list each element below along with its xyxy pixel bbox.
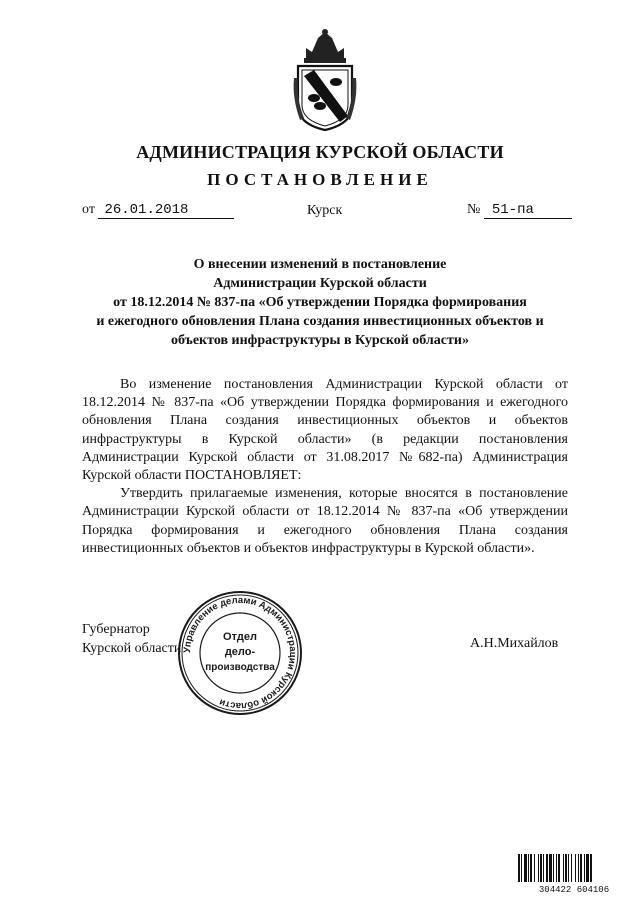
number-underline [484, 202, 572, 219]
position-line: Губернатор [82, 622, 150, 637]
stamp-line: производства [205, 662, 275, 673]
barcode [516, 852, 632, 894]
number-field [467, 202, 572, 219]
number-value: 51-па [491, 202, 534, 218]
document-subject [60, 255, 580, 350]
date-field [82, 202, 234, 219]
document-body [82, 376, 568, 558]
date-prefix: от [82, 202, 95, 217]
barcode-bars [518, 854, 592, 882]
document-type-heading: ПОСТАНОВЛЕНИЕ [207, 170, 433, 189]
city-label: Курск [307, 203, 343, 218]
signatory-position [82, 620, 181, 658]
stamp-line: Отдел [223, 631, 257, 643]
body-paragraph: Утвердить прилагаемые изменения, которые вносятся в постановление Администрации Курской области от 18.12.2014 № 837-па «Об утверждении Порядка формирования и ежегодного обновления Плана создания инвестиционных объектов и объектов инфраструктуры в Курской области». [82, 486, 568, 556]
coat-of-arms-emblem [292, 28, 358, 132]
number-prefix: № [467, 202, 481, 217]
subject-line: и ежегодного обновления Плана создания инвестиционных объектов и [96, 314, 544, 329]
barcode-number: 304422 604106 [538, 885, 610, 894]
stamp-line: дело- [224, 646, 256, 658]
signatory-name: А.Н.Михайлов [470, 636, 559, 651]
body-paragraph: Во изменение постановления Администрации Курской области от 18.12.2014 № 837-па «Об утверждении Порядка формирования и ежегодного обновления Плана создания инвестиционных объектов и объектов инфраструктуры в Курской области» (в редакции постановления Администрации Курской области от 31.08.2017 №682-па) Администрация Курской области ПОСТАНОВЛЯЕТ: [82, 377, 568, 484]
subject-line: от 18.12.2014 № 837-па «Об утверждении Порядка формирования [113, 295, 527, 310]
subject-line: Администрации Курской области [213, 276, 427, 291]
organization-title: АДМИНИСТРАЦИЯ КУРСКОЙ ОБЛАСТИ [136, 142, 504, 162]
official-stamp [175, 588, 305, 718]
stamp-outer-text: Управление делами Администрации Курской области [181, 594, 299, 712]
subject-line: О внесении изменений в постановление [193, 257, 447, 272]
position-line: Курской области [82, 641, 182, 656]
date-value: 26.01.2018 [104, 202, 189, 218]
subject-line: объектов инфраструктуры в Курской области» [171, 333, 469, 348]
date-underline [98, 202, 234, 219]
